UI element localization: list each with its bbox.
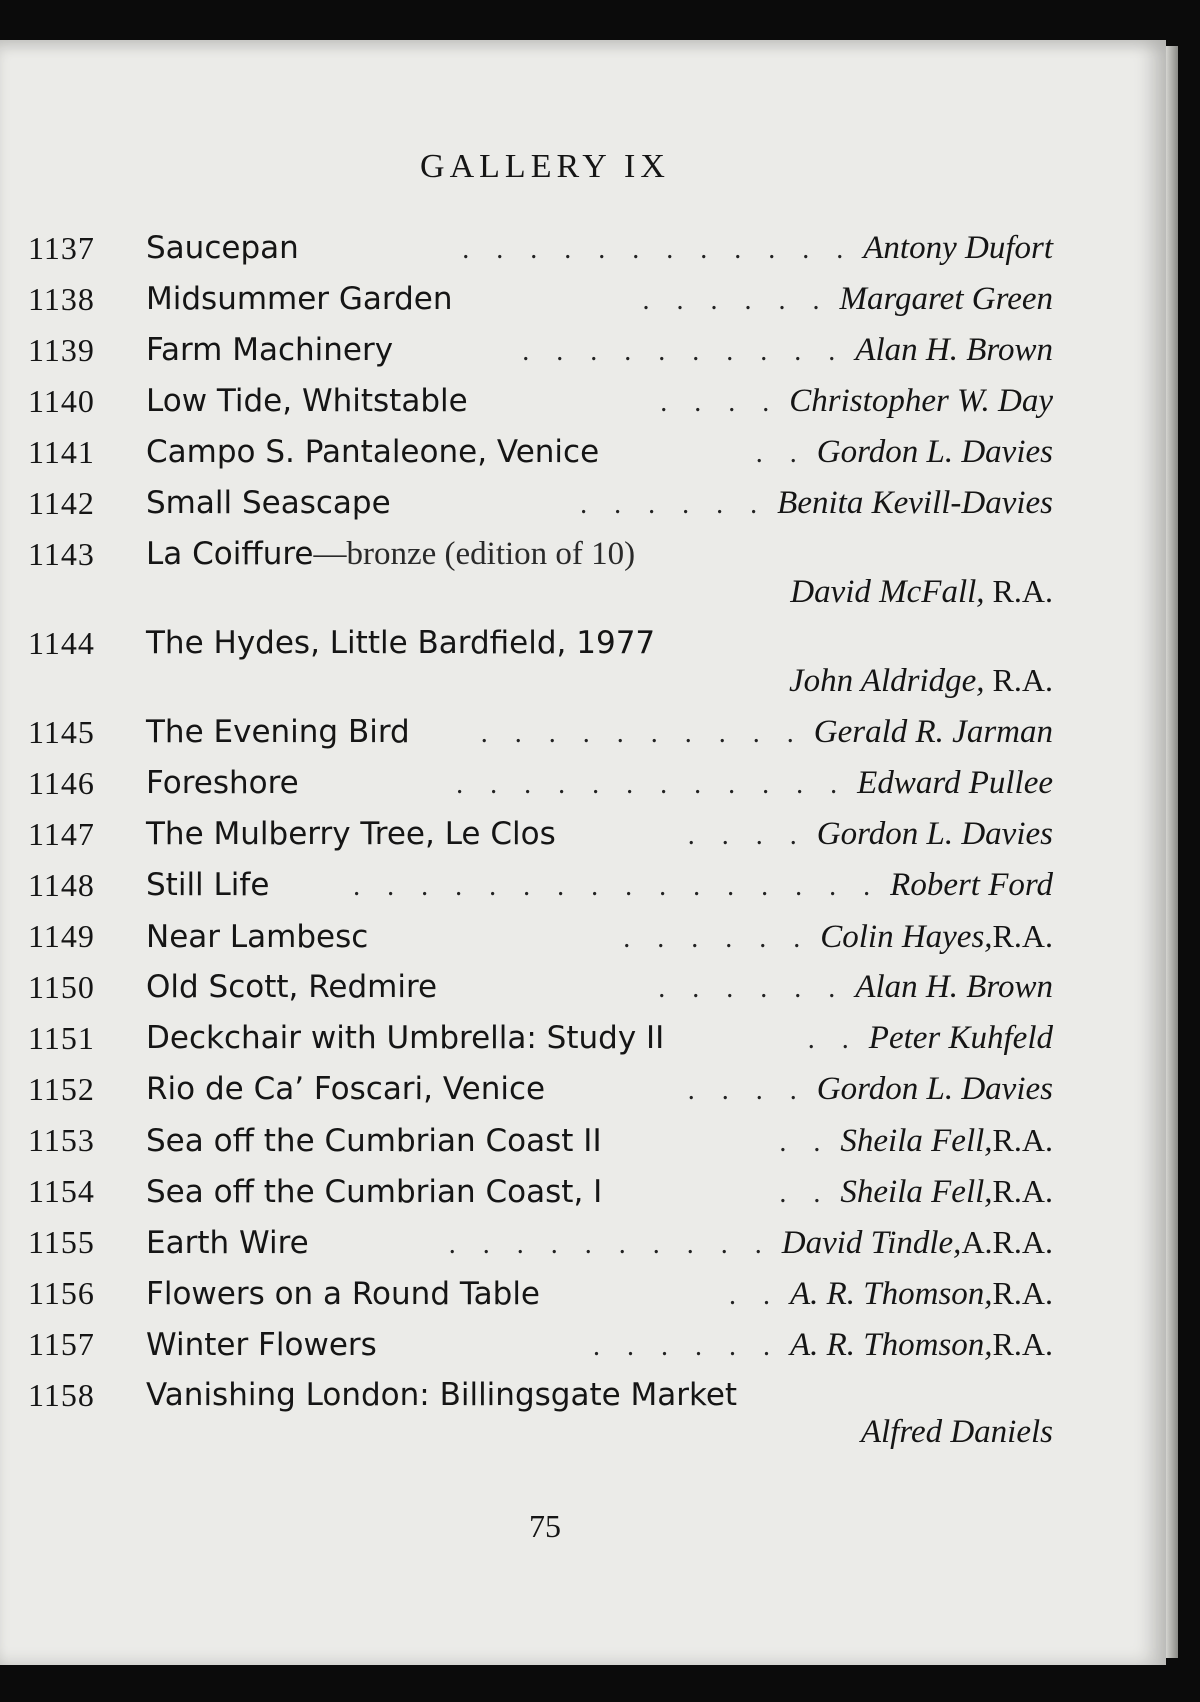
artist-suffix: R.A.: [992, 918, 1053, 954]
artist-name: Sheila Fell,: [840, 1174, 993, 1210]
work-title: La Coiffure: [146, 536, 314, 572]
catalogue-number: 1139: [28, 332, 95, 368]
work-title: Midsummer Garden: [146, 281, 453, 317]
list-item: [28, 714, 1053, 765]
work-medium: —bronze (edition of 10): [313, 536, 636, 572]
work-title: Deckchair with Umbrella: Study II: [146, 1020, 665, 1056]
catalogue-number: 1147: [28, 816, 95, 852]
work-title: Sea off the Cumbrian Coast II: [146, 1123, 602, 1159]
artist-name: Peter Kuhfeld: [868, 1020, 1053, 1056]
catalogue-number: 1151: [28, 1020, 95, 1056]
artist-name: David Tindle,: [781, 1225, 962, 1261]
list-item: [28, 332, 1053, 383]
gallery-title: GALLERY IX: [420, 148, 670, 185]
work-title: Rio de Ca’ Foscari, Venice: [146, 1071, 546, 1107]
leader-dots: . .: [779, 1178, 831, 1209]
artist-suffix: R.A.: [992, 1326, 1053, 1362]
list-item: [28, 1122, 1053, 1173]
artist-name: Benita Kevill-Davies: [777, 485, 1053, 521]
page-edge: [1166, 46, 1178, 1658]
catalogue-number: 1152: [28, 1071, 95, 1107]
catalogue-number: 1142: [28, 485, 95, 521]
artist-name: Edward Pullee: [857, 765, 1053, 801]
catalogue-number: 1140: [28, 383, 95, 419]
catalogue-number: 1141: [28, 434, 95, 470]
work-title: Sea off the Cumbrian Coast, I: [146, 1174, 603, 1210]
leader-dots: . .: [779, 1127, 831, 1158]
leader-dots: . .: [807, 1024, 859, 1055]
artist-name: Robert Ford: [890, 867, 1053, 903]
artist-suffix: R.A.: [984, 573, 1053, 609]
leader-dots: . . . . . . . . . . . .: [456, 769, 848, 800]
leader-dots: . .: [755, 438, 807, 469]
catalogue-number: 1148: [28, 867, 95, 903]
work-title: The Evening Bird: [146, 714, 410, 750]
artist-name: Margaret Green: [839, 281, 1053, 317]
artist-name: Sheila Fell,: [840, 1123, 993, 1159]
leader-dots: . . . . . .: [623, 923, 811, 954]
artist-name: David McFall,: [790, 574, 985, 610]
work-title: Small Seascape: [146, 485, 391, 521]
catalogue-number: 1153: [28, 1122, 95, 1158]
catalogue-number: 1143: [28, 536, 95, 572]
list-item: [28, 1377, 1053, 1466]
work-title: Near Lambesc: [146, 919, 369, 955]
entry-list: [28, 230, 1053, 1466]
leader-dots: . .: [728, 1280, 780, 1311]
artist-name: A. R. Thomson,: [789, 1327, 993, 1363]
catalogue-number: 1146: [28, 765, 95, 801]
leader-dots: . . . .: [687, 1075, 807, 1106]
list-item: [28, 383, 1053, 434]
leader-dots: . . . .: [660, 387, 780, 418]
list-item: [28, 485, 1053, 536]
list-item: [28, 536, 1053, 625]
leader-dots: . . . . . . . . . .: [448, 1229, 772, 1260]
list-item: [28, 765, 1053, 816]
leader-dots: . . . . . . . . . .: [522, 336, 846, 367]
artist-name: A. R. Thomson,: [789, 1276, 993, 1312]
artist-suffix: R.A.: [992, 1275, 1053, 1311]
artist-suffix: R.A.: [984, 662, 1053, 698]
list-item: [28, 867, 1053, 918]
list-item: [28, 1326, 1053, 1377]
catalogue-number: 1156: [28, 1275, 95, 1311]
artist-name: Antony Dufort: [863, 230, 1053, 266]
list-item: [28, 1173, 1053, 1224]
leader-dots: . . . . . .: [580, 489, 768, 520]
work-title: Flowers on a Round Table: [146, 1276, 541, 1312]
artist-name: Gordon L. Davies: [816, 816, 1053, 852]
leader-dots: . . . . . .: [658, 973, 846, 1004]
list-item: [28, 1224, 1053, 1275]
work-title: Saucepan: [146, 230, 299, 266]
artist-suffix: R.A.: [992, 1173, 1053, 1209]
catalogue-page: [0, 40, 1166, 1665]
list-item: [28, 625, 1053, 714]
list-item: [28, 816, 1053, 867]
leader-dots: . . . . . .: [592, 1331, 780, 1362]
artist-name: Alan H. Brown: [855, 332, 1053, 368]
catalogue-number: 1150: [28, 969, 95, 1005]
work-title: The Mulberry Tree, Le Clos: [146, 816, 556, 852]
work-title: Earth Wire: [146, 1225, 309, 1261]
leader-dots: . . . . . . . . . .: [480, 718, 804, 749]
leader-dots: . . . . . .: [642, 285, 830, 316]
artist-name: Christopher W. Day: [789, 383, 1053, 419]
catalogue-number: 1154: [28, 1173, 95, 1209]
list-item: [28, 969, 1053, 1020]
catalogue-number: 1145: [28, 714, 95, 750]
artist-suffix: R.A.: [992, 1122, 1053, 1158]
list-item: [28, 230, 1053, 281]
artist-name: Alan H. Brown: [855, 969, 1053, 1005]
page-number: 75: [529, 1508, 561, 1544]
catalogue-number: 1144: [28, 625, 95, 661]
work-title: Foreshore: [146, 765, 299, 801]
work-title: Still Life: [146, 867, 270, 903]
catalogue-number: 1158: [28, 1377, 95, 1413]
list-item: [28, 434, 1053, 485]
artist-name: Colin Hayes,: [820, 919, 993, 955]
work-title: Campo S. Pantaleone, Venice: [146, 434, 600, 470]
work-title: Low Tide, Whitstable: [146, 383, 468, 419]
list-item: [28, 918, 1053, 969]
catalogue-number: 1138: [28, 281, 95, 317]
leader-dots: . . . . . . . . . . . . . . . .: [353, 871, 881, 902]
catalogue-number: 1149: [28, 918, 95, 954]
artist-name: Gordon L. Davies: [816, 434, 1053, 470]
artist-name: Gerald R. Jarman: [813, 714, 1053, 750]
work-title: The Hydes, Little Bardfield, 1977: [146, 625, 656, 661]
artist-name: John Aldridge,: [789, 663, 985, 699]
list-item: [28, 281, 1053, 332]
artist-suffix: A.R.A.: [961, 1224, 1053, 1260]
list-item: [28, 1020, 1053, 1071]
work-title: Winter Flowers: [146, 1327, 377, 1363]
artist-name: Gordon L. Davies: [816, 1071, 1053, 1107]
work-title: Old Scott, Redmire: [146, 969, 438, 1005]
catalogue-number: 1157: [28, 1326, 95, 1362]
work-title: Farm Machinery: [146, 332, 394, 368]
catalogue-number: 1155: [28, 1224, 95, 1260]
leader-dots: . . . . . . . . . . . .: [462, 234, 854, 265]
leader-dots: . . . .: [687, 820, 807, 851]
list-item: [28, 1071, 1053, 1122]
list-item: [28, 1275, 1053, 1326]
artist-name: Alfred Daniels: [860, 1414, 1053, 1450]
work-title: Vanishing London: Billingsgate Market: [146, 1377, 738, 1413]
catalogue-number: 1137: [28, 230, 95, 266]
